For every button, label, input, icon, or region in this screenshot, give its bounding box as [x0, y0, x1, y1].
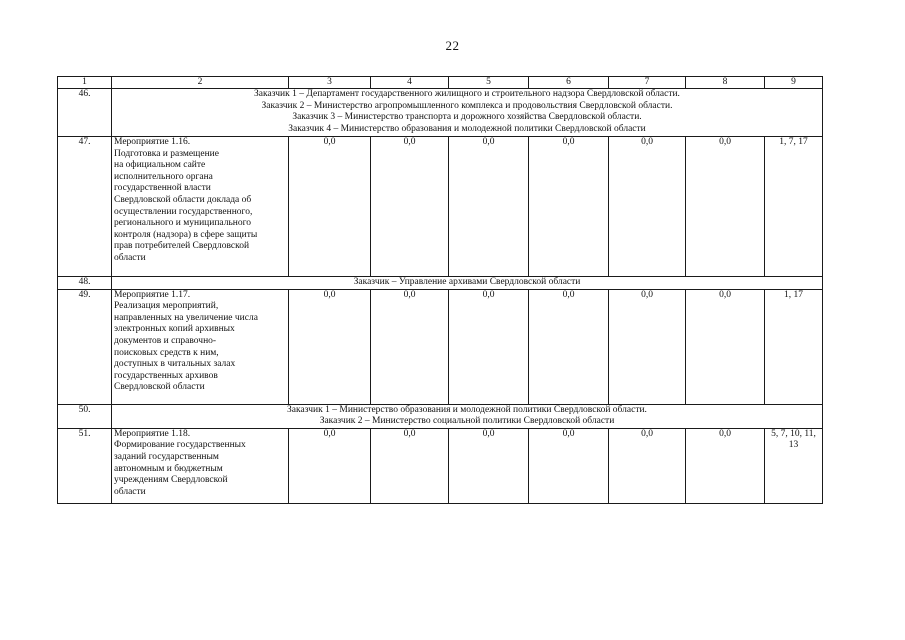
- column-header: 9: [765, 77, 823, 89]
- funding-value: 0,0: [686, 137, 765, 277]
- description-line: документов и справочно-: [114, 335, 217, 346]
- column-header: 1: [58, 77, 112, 89]
- funding-value: 0,0: [449, 289, 529, 404]
- funding-value: 0,0: [609, 289, 686, 404]
- funding-value: 0,0: [686, 428, 765, 503]
- description-line: осуществлении государственного,: [114, 206, 253, 217]
- column-header: 3: [289, 77, 371, 89]
- customer-line: Заказчик 1 – Департамент государственного жилищного и строительного надзора Свердловской области.: [254, 89, 680, 99]
- description-line: на официальном сайте: [114, 160, 206, 171]
- activity-description: [112, 289, 289, 404]
- funding-value: 0,0: [529, 137, 609, 277]
- description-line: исполнительного органа: [114, 171, 213, 182]
- description-line: государственной власти: [114, 183, 211, 194]
- funding-value: 0,0: [529, 428, 609, 503]
- customer-cell: [112, 404, 823, 428]
- description-line: государственных архивов: [114, 370, 218, 381]
- column-header: 6: [529, 77, 609, 89]
- description-line: доступных в читальных залах: [114, 359, 236, 370]
- column-header: 5: [449, 77, 529, 89]
- activity-description: [112, 428, 289, 503]
- description-line: Мероприятие 1.18.: [114, 428, 191, 439]
- description-line: направленных на увеличение числа: [114, 312, 258, 323]
- description-line: автономным и бюджетным: [114, 463, 223, 474]
- funding-value: 0,0: [609, 137, 686, 277]
- description-line: регионального и муниципального: [114, 218, 252, 229]
- description-line: поисковых средств к ним,: [114, 347, 219, 358]
- funding-value: 0,0: [289, 289, 371, 404]
- page-number: 22: [445, 38, 460, 53]
- customer-line: Заказчик 2 – Министерство агропромышленного комплекса и продовольствия Свердловской области.: [261, 100, 673, 111]
- program-table: [57, 76, 823, 504]
- funding-value: 0,0: [371, 137, 449, 277]
- column-header: 7: [609, 77, 686, 89]
- customer-cell: [112, 277, 823, 290]
- customer-line: Заказчик 4 – Министерство образования и молодежной политики Свердловской области: [288, 123, 646, 134]
- activity-row: [58, 137, 823, 277]
- row-number: 51.: [58, 428, 112, 503]
- customer-row: [58, 89, 823, 137]
- customer-line: Заказчик – Управление архивами Свердловской области: [353, 277, 581, 287]
- customer-line: Заказчик 2 – Министерство социальной политики Свердловской области: [319, 416, 615, 427]
- description-line: прав потребителей Свердловской: [114, 241, 250, 252]
- description-line: Свердловской области доклада об: [114, 194, 252, 205]
- customer-row: [58, 277, 823, 290]
- funding-value: 0,0: [289, 428, 371, 503]
- funding-value: 0,0: [289, 137, 371, 277]
- activity-row: [58, 428, 823, 503]
- column-number-header-row: [58, 77, 823, 89]
- description-line: Мероприятие 1.17.: [114, 289, 191, 300]
- description-line: Свердловской области: [114, 382, 205, 393]
- funding-value: 0,0: [371, 289, 449, 404]
- row-number: 48.: [58, 277, 112, 290]
- description-line: Мероприятие 1.16.: [114, 137, 191, 147]
- row-number: 50.: [58, 404, 112, 428]
- description-line: электронных копий архивных: [114, 324, 235, 335]
- funding-value: 0,0: [609, 428, 686, 503]
- row-number: 49.: [58, 289, 112, 404]
- target-indicators: 1, 7, 17: [765, 137, 823, 277]
- description-line: Реализация мероприятий,: [114, 301, 219, 312]
- activity-row: [58, 289, 823, 404]
- customer-line: Заказчик 3 – Министерство транспорта и дорожного хозяйства Свердловской области.: [292, 112, 642, 123]
- description-line: области: [114, 486, 146, 497]
- funding-value: 0,0: [529, 289, 609, 404]
- funding-value: 0,0: [449, 428, 529, 503]
- description-line: контроля (надзора) в сфере защиты: [114, 229, 258, 240]
- funding-value: 0,0: [449, 137, 529, 277]
- column-header: 2: [112, 77, 289, 89]
- target-indicators: 5, 7, 10, 11, 13: [765, 428, 823, 503]
- customer-cell: [112, 89, 823, 137]
- row-number: 47.: [58, 137, 112, 277]
- column-header: 4: [371, 77, 449, 89]
- funding-value: 0,0: [371, 428, 449, 503]
- customer-line: Заказчик 1 – Министерство образования и молодежной политики Свердловской области.: [287, 404, 647, 415]
- description-line: области: [114, 252, 146, 263]
- description-line: Формирование государственных: [114, 440, 246, 451]
- description-line: заданий государственным: [114, 451, 219, 462]
- row-number: 46.: [58, 89, 112, 137]
- description-line: учреждениям Свердловской: [114, 475, 228, 486]
- activity-description: [112, 137, 289, 277]
- target-indicators: 1, 17: [765, 289, 823, 404]
- funding-value: 0,0: [686, 289, 765, 404]
- column-header: 8: [686, 77, 765, 89]
- description-line: Подготовка и размещение: [114, 148, 219, 159]
- customer-row: [58, 404, 823, 428]
